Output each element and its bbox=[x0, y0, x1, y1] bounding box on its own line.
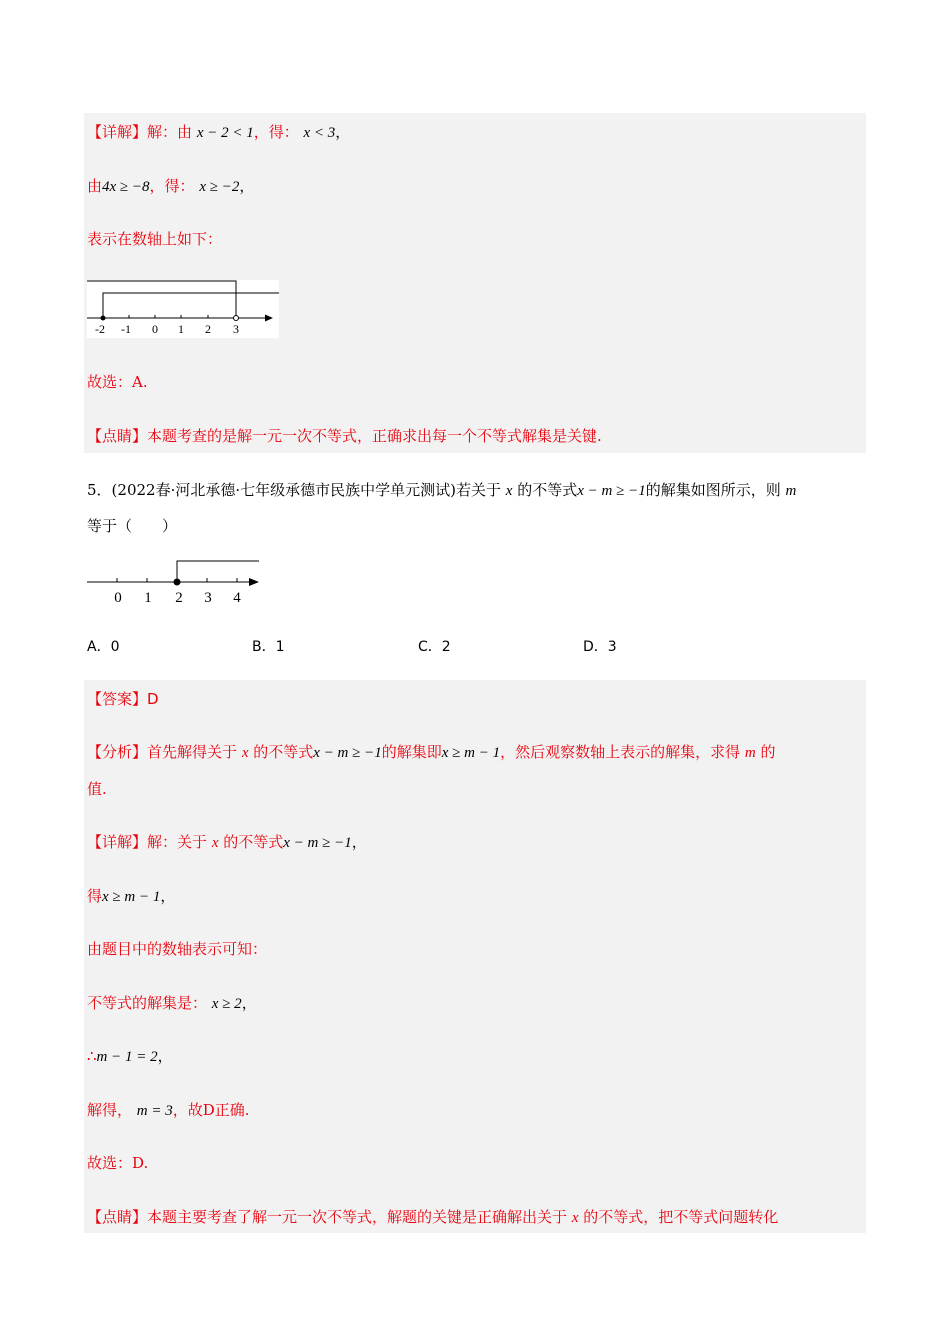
result: x ≥ −2 bbox=[199, 179, 240, 195]
detail-tag: 【详解】 bbox=[87, 123, 148, 141]
choose-line: 故选：A. bbox=[87, 373, 148, 391]
comment-tag: 【点睛】 bbox=[87, 427, 148, 445]
question-stem: 5．(2022春·河北承德·七年级承德市民族中学单元测试)若关于 x 的不等式x − m ≥ −1的解集如图所示，则 m bbox=[87, 481, 797, 499]
axis-label: 3 bbox=[233, 322, 239, 336]
number-line-figure-2 bbox=[87, 555, 267, 607]
from-axis-line: 由题目中的数轴表示可知： bbox=[87, 940, 268, 958]
number-line-figure-1 bbox=[87, 280, 279, 338]
axis-caption: 表示在数轴上如下： bbox=[87, 230, 223, 248]
axis-label: -2 bbox=[95, 322, 105, 336]
axis-label: 3 bbox=[204, 590, 212, 606]
inequality: 4x ≥ −8 bbox=[102, 179, 150, 195]
solve-line: 解得， m = 3，故D正确. bbox=[87, 1101, 250, 1119]
analysis-line: 【分析】首先解得关于 x 的不等式x − m ≥ −1的解集即x ≥ m − 1，然后观察数轴上表示的解集，求得 m 的 bbox=[87, 743, 776, 761]
detail-line-1: 【详解】解：由 x − 2 < 1，得： x < 3， bbox=[87, 123, 351, 141]
analysis-line-cont: 值. bbox=[87, 780, 107, 798]
question-stem-cont: 等于（ ） bbox=[87, 517, 178, 535]
answer-line bbox=[87, 689, 159, 709]
solution-set-line: 不等式的解集是： x ≥ 2， bbox=[87, 994, 257, 1012]
answer-tag: 【答案】 bbox=[87, 690, 148, 708]
axis-label: 2 bbox=[175, 590, 183, 606]
answer-value: D bbox=[147, 690, 159, 708]
detail-tag: 【详解】 bbox=[87, 833, 148, 851]
option-c[interactable]: C．2 bbox=[418, 639, 451, 655]
detail-line-2: 由4x ≥ −8，得： x ≥ −2， bbox=[87, 177, 255, 195]
question-number: 5． bbox=[87, 481, 112, 499]
therefore-symbol: ∴ bbox=[87, 1047, 97, 1065]
analysis-tag: 【分析】 bbox=[87, 743, 148, 761]
option-b[interactable]: B．1 bbox=[252, 639, 285, 655]
axis-label: 4 bbox=[233, 590, 241, 606]
axis-label: -1 bbox=[121, 322, 131, 336]
result: x < 3 bbox=[303, 125, 336, 141]
axis-label: 1 bbox=[178, 322, 184, 336]
axis-label: 0 bbox=[152, 322, 158, 336]
choose-line-q5: 故选：D. bbox=[87, 1154, 149, 1172]
comment-line-q5: 【点睛】本题主要考查了解一元一次不等式，解题的关键是正确解出关于 x 的不等式，把不等式问题转化 bbox=[87, 1208, 779, 1226]
option-a[interactable]: A．0 bbox=[87, 639, 120, 655]
question-source: (2022春·河北承德·七年级承德市民族中学单元测试) bbox=[111, 481, 456, 499]
axis-label: 2 bbox=[205, 322, 211, 336]
axis-label: 0 bbox=[114, 590, 122, 606]
option-d[interactable]: D．3 bbox=[583, 639, 617, 655]
inequality: x − m ≥ −1 bbox=[577, 483, 646, 499]
comment-tag: 【点睛】 bbox=[87, 1208, 148, 1226]
detail-line-q5: 【详解】解：关于 x 的不等式x − m ≥ −1， bbox=[87, 833, 367, 851]
therefore-line: ∴m − 1 = 2， bbox=[87, 1047, 173, 1065]
inequality: x − 2 < 1 bbox=[196, 125, 254, 141]
get-line: 得x ≥ m − 1， bbox=[87, 887, 176, 905]
axis-label: 1 bbox=[144, 590, 152, 606]
comment-line: 【点睛】本题考查的是解一元一次不等式，正确求出每一个不等式解集是关键. bbox=[87, 427, 602, 445]
